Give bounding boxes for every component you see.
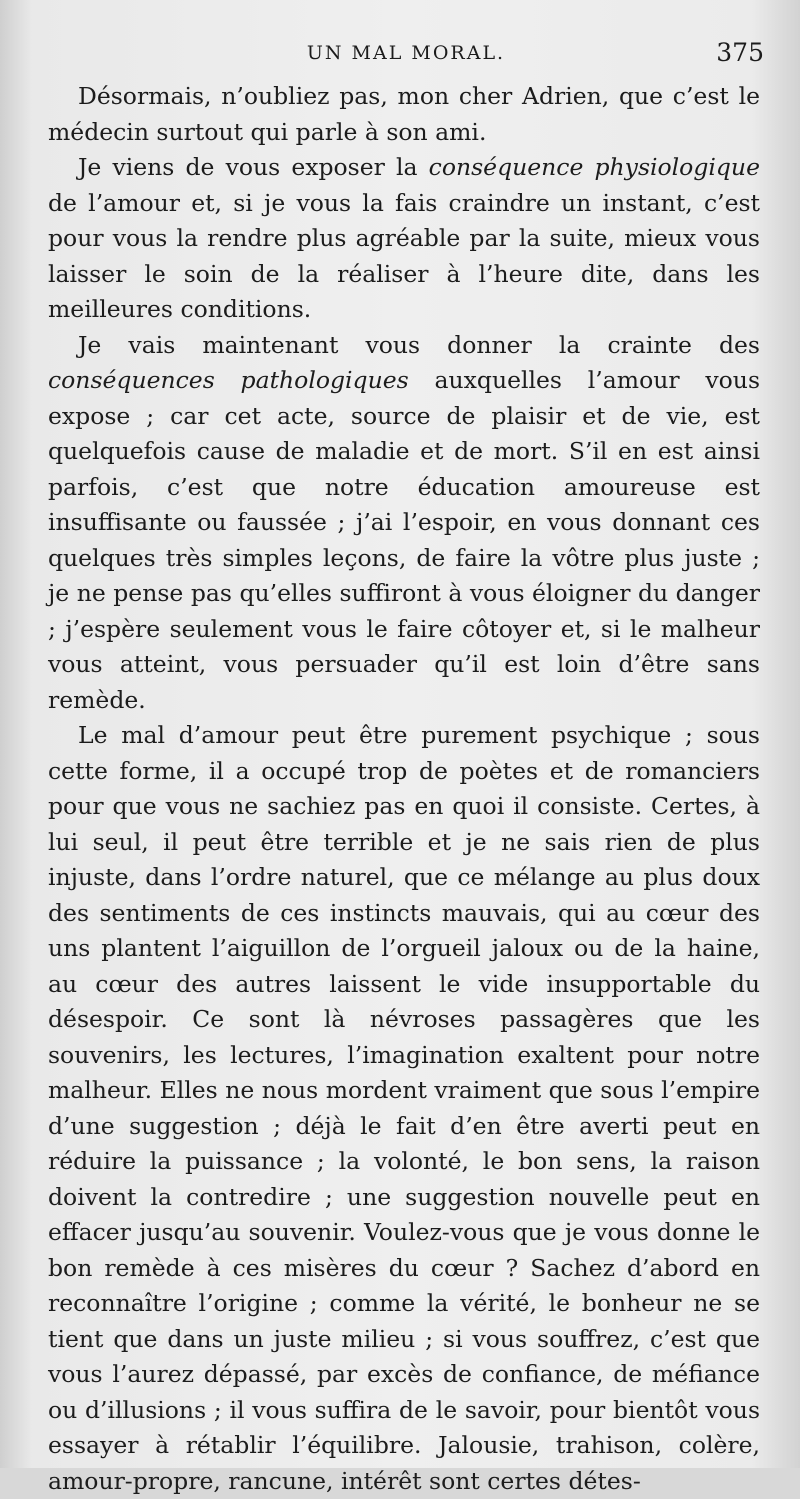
paragraph-3-italic: conséquences pathologiques [48,366,409,394]
paragraph-2-text-b: de l’amour et, si je vous la fais craindre un instant, c’est pour vous la rendre plus agréable par la suite, mieux vous laisser le soin de la réaliser à l’heure dite, dans les meilleures conditions. [48,188,760,323]
paragraph-4-text: Le mal d’amour peut être purement psychique ; sous cette forme, il a occupé trop de poètes et de romanciers pour que vous ne sachiez pas en quoi il consiste. Certes, à lui seul, il peut être terrible et je ne sais rien de plus injuste, dans l’ordre naturel, que ce mélange au plus doux des sentiments de ces instincts mauvais, qui au cœur des uns plantent l’aiguillon de l’orgueil jaloux ou de la haine, au cœur des autres laissent le vide insupportable du désespoir. Ce sont là névroses passagères que les souvenirs, les lectures, l’imagination exaltent pour notre malheur. Elles ne nous mordent vraiment que sous l’empire d’une suggestion ; déjà le fait d’en être averti peut en réduire la puissance ; la volonté, le bon sens, la raison doivent la contredire ; une suggestion nouvelle peut en effacer jusqu’au souvenir. Voulez-vous que je vous donne le bon remède à ces misères du cœur ? Sachez d’abord en reconnaître l’origine ; comme la vérité, le bonheur ne se tient que dans un juste milieu ; si vous souffrez, c’est que vous l’aurez dépassé, par excès de confiance, de méfiance ou d’illusions ; il vous suffira de le savoir, pour bientôt vous essayer à rétablir l’équilibre. Jalousie, trahison, colère, amour-propre, rancune, intérêt sont certes détes- [48,721,760,1495]
body-text [48,79,760,1499]
paragraph-2 [48,150,760,328]
page-header [48,38,764,74]
paragraph-1-text: Désormais, n’oubliez pas, mon cher Adrien, que c’est le médecin surtout qui parle à son ami. [48,82,760,146]
running-title: UN MAL MORAL. [306,42,506,64]
paragraph-3-text-b: auxquelles l’amour vous expose ; car cet acte, source de plaisir et de vie, est quelquefois cause de maladie et de mort. S’il en est ainsi parfois, c’est que notre éducation amoureuse est insuffisante ou faussée ; j’ai l’espoir, en vous donnant ces quelques très simples leçons, de faire la vôtre plus juste ; je ne pense pas qu’elles suffiront à vous éloigner du danger ; j’espère seulement vous le faire côtoyer et, si le malheur vous atteint, vous persuader qu’il est loin d’être sans remède. [48,366,761,714]
page-number: 375 [716,38,764,67]
paragraph-4 [48,718,760,1499]
paragraph-1 [48,79,760,150]
paragraph-3 [48,328,760,719]
paragraph-2-text-a: Je viens de vous exposer la [78,153,429,181]
paragraph-3-text-a: Je vais maintenant vous donner la crainte des [78,330,760,359]
paragraph-2-italic: conséquence physiologique [428,153,760,181]
